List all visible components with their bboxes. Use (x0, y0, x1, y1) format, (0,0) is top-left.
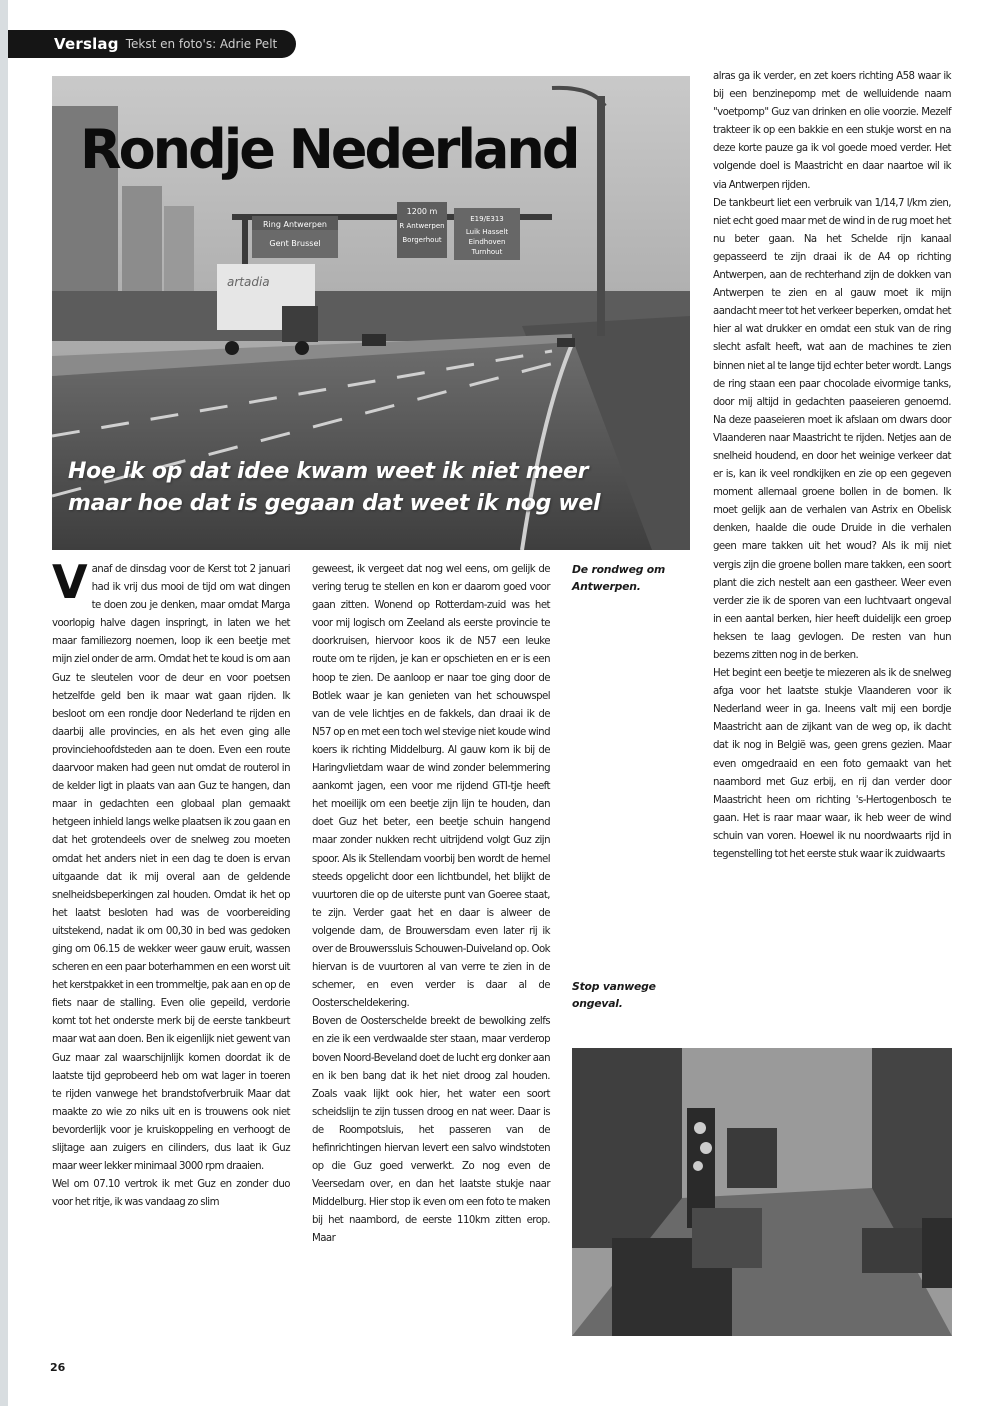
caption-rondweg: De rondweg om Antwerpen. (572, 563, 666, 593)
page-edge-bar (0, 0, 8, 1406)
traffic-photo (572, 1048, 952, 1336)
page-number: 26 (50, 1361, 66, 1374)
sign-eindhoven: Eindhoven (468, 238, 506, 246)
sign-r-antwerpen: R Antwerpen (399, 222, 445, 230)
article-title: Rondje Nederland (80, 118, 578, 181)
column3-paragraph-2: De tankbeurt liet een verbruik van 1/14,7 l/km zien, niet echt goed maar met de wind in de rug moet het nu beter gaan. Na het Schelde rijn kanaal gepasseerd te zijn draai ik de A4 op richting Antwerpen, aan de rechterhand zijn de dokken van Antwerpen te zien en al gauw moet ik mijn aandacht meer tot het verkeer beperken, omdat het hier al wat drukker en omdat een stuk van de ring slecht asfalt heeft, wat aan de machines te zien binnen niet al te lange tijd echter beter wordt. Langs de ring staan een paar chocolade eivormige tanks, door mij altijd in gedachten paaseieren genoemd. Na deze paaseieren moet ik afslaan om dwars door Vlaanderen naar Maastricht te rijden. Netjes aan de snelheid houdend, en door het weinige verkeer dat er is, kan ik veel rondkijken en zie op een gegeven moment allemaal groene bollen in de bomen. Ik moet gelijk aan de verhalen van Astrix en Obelisk denken, haalde die oude Druide in die verhalen geen mare takken uit het woud? Als ik mij niet vergis zijn die groene bollen mare takken, een soort plant die zich nestelt aan een gastheer. Weer even verder zie ik de sporen van een luchtvaart ongeval in een aantal berken, hier heeft duidelijk een groep heksen te laag gevlogen. De resten van hun bezems zitten nog in de berken. (713, 197, 951, 661)
sign-gent-brussel: Gent Brussel (269, 239, 321, 248)
column1-paragraph-1: Vanaf de dinsdag voor de Kerst tot 2 januari had ik vrij dus mooi de tijd om wat dingen te doen zou je denken, maar omdat Marga voorlopig halve dagen inspringt, in laten we het maar familiezorg noemen, loop ik een beetje met mijn ziel onder de arm. Omdat het te koud is om aan Guz te sleutelen voor de deur en voor poetsen hetzelfde geld ben ik maar wat gaan rijden. Ik besloot om een rondje door Nederland te rijden en daarbij alle provincies, en als het even ging alle provinciehoofdsteden aan te doen. Even een route daarvoor maken had geen nut omdat de routerol in de kelder ligt in plaats van aan Guz te hangen, dan maar in gedachten een globaal plan gemaakt hetgeen inhield langs welke plaatsen ik zou gaan en dat het grotendeels over de snelweg zou moeten omdat het anders niet in een dag te doen is ervan uitgaande dat ik mij overal aan de geldende snelheidsbeperkingen zal houden. Omdat ik het op het laatst besloten had was de voorbereiding uitstekend, nadat ik om 00,30 in bed was gedoken ging om 06.15 de wekker weer gauw eruit, wassen scheren en een paar boterhammen en een worst uit het kerstpakket in een trommeltje, pak aan en op de fiets naar de stalling. Even olie gepeild, verdorie komt tot het onderste merk bij de eerste tankbeurt maar wat aan doen. Ben ik eigenlijk niet gewent van Guz maar zal waarschijnlijk komen doordat ik de laatste tijd geprobeerd heb om wat lager in toeren te rijden vanwege het brandstofverbruik Maar dat maakte zo wie zo niks uit en is trouwens ook niet bevorderlijk voor je kruiskoppeling en verhoogt de slijtage aan zuigers en cilinders, dus laat ik Guz maar weer lekker minimaal 3000 rpm draaien. (52, 555, 290, 1173)
sign-ring-antwerpen: Ring Antwerpen (263, 220, 327, 229)
sign-luik-hasselt: Luik Hasselt (465, 228, 509, 236)
column2-paragraph-1: geweest, ik vergeet dat nog wel eens, om gelijk de vering terug te stellen en kon er daarom goed voor gaan zitten. Wonend op Rotterdam-zuid was het voor mij logisch om Zeeland als eerste provincie te doorkruisen, hiervoor koos ik de N57 een leuke route om te rijden, je kan er opschieten en er is een hoop te zien. De aanloop er naar toe ging door de Botlek waar je kan genieten van het schouwspel van de vele lichtjes en de fakkels, dan draai ik de N57 op en met een toch wel stevige niet koude wind koers ik richting Middelburg. Al gauw kom ik bij de Haringvlietdam waar de wind zonder belemmering aankomt jagen, een voor me rijdend GTI-tje heeft het moeilijk om een beetje zijn lijn te houden, dan doet Guz het beter, een beetje schuin hangend maar zonder nukken recht uitrijdend volgt Guz zijn spoor. Als ik Stellendam voorbij ben wordt de hemel steeds opgelicht door een lichtbundel, het blijkt de vuurtoren die op de uiterste punt van Goeree staat, te zijn. Verder gaat het en daar is alweer de volgende dam, de Brouwersdam even later rij ik over de Brouwerssluis Schouwen-Duiveland op. Ook hiervan is de vuurtoren al van verre te zien in de schemer, en even verder is daar al de Oosterscheldekering. (312, 564, 550, 1010)
hero-photo (52, 76, 690, 550)
caption-ongeval: Stop vanwege ongeval. (572, 980, 656, 1010)
column1-paragraph-2: Wel om 07.10 vertrok ik met Guz en zonder duo voor het ritje, ik was vandaag zo slim (52, 1179, 290, 1209)
sign-distance: 1200 m (406, 207, 438, 216)
text-column-2 (312, 561, 550, 1249)
column2-paragraph-2: Boven de Oosterschelde breekt de bewolking zelfs en zie ik een verdwaalde ster staan, maar verderop boven Noord-Beveland doet de lucht erg donker aan en ik ben bang dat ik het niet droog zal houden. Zoals vaak lijkt ook hier, het water een soort scheidslijn te zijn tussen droog en nat weer. Daar is de Roompotsluis, het passeren van de hefinrichtingen hiervan levert een salvo windstoten op die Guz goed verwerkt. Zo nog even de Veersedam over, en dan het laatste stukje naar Middelburg. Hier stop ik even om een foto te maken bij het naambord, de eerste 110km zitten erop. Maar (312, 1016, 550, 1245)
sign-turnhout: Turnhout (471, 248, 503, 256)
column3-paragraph-3: Het begint een beetje te miezeren als ik de snelweg afga voor het laatste stukje Vlaanderen voor ik Nederland weer in ga. Ineens valt mij een bordje Maastricht aan de zijkant van de weg op, ik dacht dat ik nog in België was, geen grens gezien. Maar even omgedraaid en een foto gemaakt van het naambord met Guz erbij, en rij dan verder door Maastricht heen om richting 's-Hertogenbosch te gaan. Het is raar maar waar, ik heb weer de wind schuin van voren. Hoewel ik nu noordwaarts rijd in tegenstelling tot het eerste stuk waar ik zuidwaarts (713, 668, 951, 861)
text-column-1 (52, 555, 290, 1212)
article-subtitle (68, 456, 688, 520)
section-label: Verslag (54, 35, 119, 53)
subtitle-line-2: maar hoe dat is gegaan dat weet ik nog wel (68, 491, 601, 516)
drop-cap: V (52, 555, 88, 609)
section-tag (8, 30, 296, 58)
sign-e19: E19/E313 (470, 215, 504, 223)
column3-paragraph-1: alras ga ik verder, en zet koers richting A58 waar ik bij een benzinepomp met de welluidende naam "voetpomp" Guz van drinken en olie voorzie. Mezelf trakteer ik op een bakkie en een stukje worst en na deze korte pauze ga ik vol goede moed verder. Het volgende doel is Maastricht en daar naartoe wil ik via Antwerpen rijden. (713, 71, 951, 191)
truck-text: artadia (227, 275, 270, 289)
author-credit: Tekst en foto's: Adrie Pelt (125, 37, 278, 51)
sign-borgerhout: Borgerhout (402, 236, 442, 244)
subtitle-line-1: Hoe ik op dat idee kwam weet ik niet meer (68, 459, 589, 484)
text-column-3 (713, 68, 951, 864)
